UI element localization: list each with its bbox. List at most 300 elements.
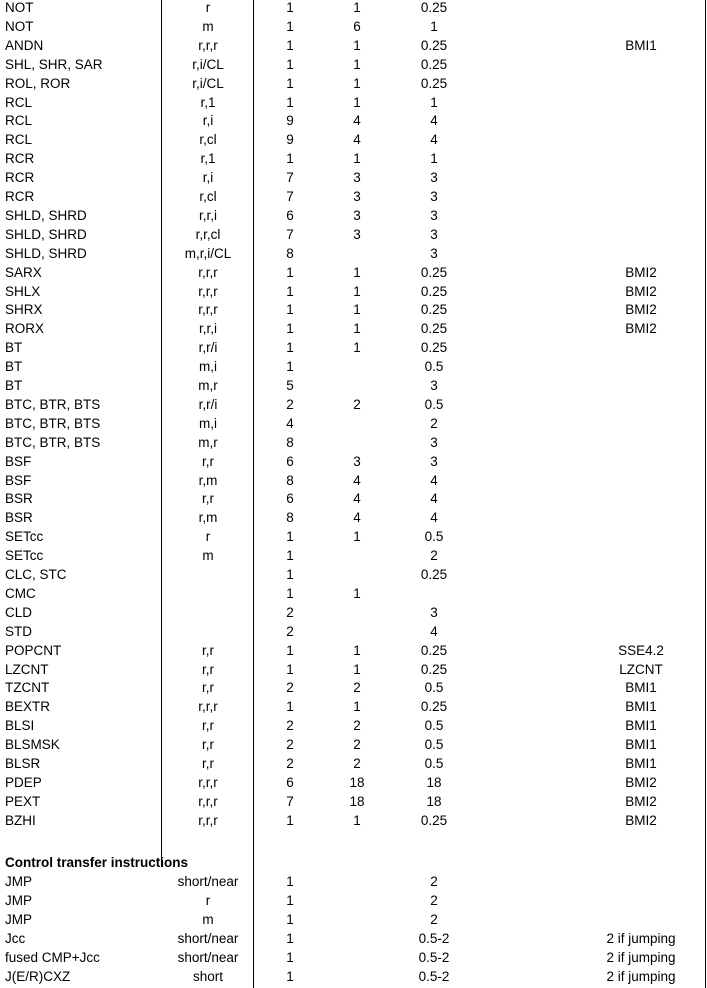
table-cell: SHRX bbox=[5, 302, 43, 318]
table-cell: PDEP bbox=[5, 774, 42, 790]
table-cell: 2 bbox=[353, 718, 361, 734]
table-cell: r,r/i bbox=[198, 340, 218, 356]
table-cell: RCR bbox=[5, 151, 35, 167]
table-cell: 2 bbox=[430, 911, 438, 927]
table-cell: r,i bbox=[202, 170, 214, 186]
table-cell: 1 bbox=[286, 892, 294, 908]
table-cell: 0.5-2 bbox=[418, 949, 450, 965]
table-cell: BT bbox=[5, 359, 23, 375]
table-row bbox=[0, 948, 707, 967]
table-row bbox=[0, 36, 707, 55]
table-row bbox=[0, 584, 707, 603]
table-cell: 6 bbox=[286, 453, 294, 469]
table-row bbox=[0, 395, 707, 414]
table-cell bbox=[325, 565, 389, 584]
table-cell: 3 bbox=[430, 170, 438, 186]
table-cell bbox=[575, 565, 707, 584]
table-cell: 4 bbox=[430, 132, 438, 148]
table-row bbox=[0, 300, 707, 319]
table-cell: BMI1 bbox=[625, 680, 657, 696]
table-cell: 4 bbox=[430, 113, 438, 129]
table-cell: 2 bbox=[286, 756, 294, 771]
table-cell bbox=[325, 414, 389, 433]
table-row bbox=[0, 773, 707, 792]
table-cell: 18 bbox=[426, 774, 442, 790]
table-cell: 3 bbox=[430, 453, 438, 469]
table-cell: BZHI bbox=[5, 812, 36, 828]
table-row bbox=[0, 168, 707, 187]
table-cell: r,r,r bbox=[198, 37, 218, 53]
table-cell: SHLD, SHRD bbox=[5, 226, 87, 242]
table-row bbox=[0, 546, 707, 565]
table-cell: 1 bbox=[286, 321, 294, 337]
table-cell: BLSR bbox=[5, 756, 41, 771]
table-cell: RCR bbox=[5, 170, 35, 186]
table-cell: 1 bbox=[286, 56, 294, 72]
table-cell: BLSI bbox=[5, 718, 35, 734]
table-cell bbox=[575, 622, 707, 641]
table-cell: 4 bbox=[353, 132, 361, 148]
table-cell: CLD bbox=[5, 604, 33, 620]
section-title: Control transfer instructions bbox=[5, 855, 189, 870]
table-row bbox=[0, 891, 707, 910]
table-cell: 1 bbox=[353, 340, 361, 356]
table-cell: RCR bbox=[5, 189, 35, 204]
table-cell bbox=[575, 452, 707, 471]
table-cell: NOT bbox=[5, 0, 34, 15]
table-cell: 1 bbox=[353, 585, 361, 601]
table-cell bbox=[575, 93, 707, 112]
table-cell: 0.25 bbox=[420, 699, 448, 715]
table-cell: r,cl bbox=[199, 189, 217, 204]
table-cell: 1 bbox=[353, 37, 361, 53]
table-cell: 0.25 bbox=[420, 0, 448, 15]
table-cell: 1 bbox=[353, 151, 361, 167]
table-cell: 0.25 bbox=[420, 56, 448, 72]
table-cell: 6 bbox=[286, 207, 294, 223]
table-cell: 1 bbox=[353, 56, 361, 72]
table-cell: JMP bbox=[5, 874, 32, 889]
table-cell: r,r,r bbox=[198, 283, 218, 299]
table-cell: r bbox=[205, 892, 211, 908]
table-cell: 4 bbox=[353, 113, 361, 129]
table-cell: SHLD, SHRD bbox=[5, 245, 87, 261]
table-cell bbox=[325, 872, 389, 891]
table-cell: 0.25 bbox=[420, 340, 448, 356]
table-cell: 1 bbox=[353, 529, 361, 545]
table-cell: 1 bbox=[286, 529, 294, 545]
table-cell: RORX bbox=[5, 321, 45, 337]
table-cell: BTC, BTR, BTS bbox=[5, 415, 101, 431]
table-cell bbox=[389, 584, 479, 603]
table-cell: short/near bbox=[177, 949, 239, 965]
table-cell bbox=[325, 376, 389, 395]
table-cell: 1 bbox=[353, 642, 361, 658]
table-cell: r bbox=[205, 529, 211, 545]
table-row bbox=[0, 263, 707, 282]
table-cell: 0.25 bbox=[420, 264, 448, 280]
table-cell: r,cl bbox=[199, 132, 217, 148]
table-cell: r,1 bbox=[200, 151, 216, 167]
table-cell: 3 bbox=[353, 226, 361, 242]
table-row bbox=[0, 225, 707, 244]
table-cell bbox=[575, 0, 707, 17]
table-cell: BMI1 bbox=[625, 37, 657, 53]
table-cell: ANDN bbox=[5, 37, 44, 53]
table-row bbox=[0, 282, 707, 301]
table-cell: 1 bbox=[286, 585, 294, 601]
table-cell bbox=[325, 244, 389, 263]
table-cell: 0.5-2 bbox=[418, 930, 450, 946]
table-cell: 8 bbox=[286, 472, 294, 488]
table-cell bbox=[325, 546, 389, 565]
table-cell: 3 bbox=[353, 170, 361, 186]
table-cell: 0.25 bbox=[420, 75, 448, 91]
table-row bbox=[0, 338, 707, 357]
table-cell: JMP bbox=[5, 911, 32, 927]
table-cell bbox=[575, 910, 707, 929]
table-row bbox=[0, 471, 707, 490]
table-cell: r,r,r bbox=[198, 793, 218, 809]
table-cell: J(E/R)CXZ bbox=[5, 968, 71, 984]
table-cell: 3 bbox=[353, 207, 361, 223]
table-cell: 1 bbox=[286, 94, 294, 110]
table-row bbox=[0, 319, 707, 338]
table-cell: 18 bbox=[349, 793, 365, 809]
table-cell bbox=[575, 338, 707, 357]
table-cell: 1 bbox=[286, 75, 294, 91]
table-cell: BSR bbox=[5, 510, 33, 526]
table-cell: 8 bbox=[286, 245, 294, 261]
table-row bbox=[0, 660, 707, 679]
table-cell: 4 bbox=[430, 472, 438, 488]
table-cell bbox=[575, 111, 707, 130]
table-cell: 1 bbox=[286, 340, 294, 356]
table-cell bbox=[325, 929, 389, 948]
table-cell: 2 bbox=[286, 604, 294, 620]
table-cell: SARX bbox=[5, 264, 42, 280]
table-cell: 1 bbox=[286, 18, 294, 34]
table-row bbox=[0, 93, 707, 112]
table-cell: 2 bbox=[430, 548, 438, 564]
table-row bbox=[0, 433, 707, 452]
table-cell: 2 bbox=[353, 680, 361, 696]
table-cell: 4 bbox=[430, 491, 438, 507]
table-cell: 6 bbox=[353, 18, 361, 34]
table-cell: 2 bbox=[430, 415, 438, 431]
table-cell: BMI2 bbox=[625, 793, 657, 809]
table-row bbox=[0, 527, 707, 546]
table-row bbox=[0, 414, 707, 433]
table-row bbox=[0, 244, 707, 263]
table-cell: m,i bbox=[199, 415, 217, 431]
table-cell: r,r/i bbox=[198, 396, 218, 412]
table-cell bbox=[575, 225, 707, 244]
table-cell: 1 bbox=[286, 302, 294, 318]
table-cell: r,r bbox=[202, 718, 214, 734]
table-row bbox=[0, 622, 707, 641]
table-cell: r,r,r bbox=[198, 264, 218, 280]
table-row bbox=[0, 357, 707, 376]
table-cell: 1 bbox=[353, 0, 361, 15]
table-cell: BMI2 bbox=[625, 812, 657, 828]
table-cell: 1 bbox=[286, 548, 294, 564]
table-cell: r,r bbox=[202, 737, 214, 753]
table-cell bbox=[575, 508, 707, 527]
table-cell bbox=[575, 17, 707, 36]
table-cell: 6 bbox=[286, 491, 294, 507]
table-row bbox=[0, 967, 707, 986]
table-cell: 1 bbox=[286, 567, 294, 582]
table-cell: 2 bbox=[430, 874, 438, 889]
table-cell: 3 bbox=[430, 207, 438, 223]
table-cell: 0.25 bbox=[420, 37, 448, 53]
table-cell: BMI2 bbox=[625, 321, 657, 337]
table-cell: TZCNT bbox=[5, 680, 50, 696]
table-cell: BSF bbox=[5, 472, 32, 488]
table-cell: r,r bbox=[202, 491, 214, 507]
table-cell: 0.25 bbox=[420, 661, 448, 677]
table-cell: 1 bbox=[286, 874, 294, 889]
table-cell: 2 bbox=[286, 623, 294, 639]
table-cell: m bbox=[202, 911, 214, 927]
table-cell: 4 bbox=[286, 415, 294, 431]
table-cell: BTC, BTR, BTS bbox=[5, 434, 101, 450]
table-cell: BSF bbox=[5, 453, 32, 469]
table-cell: 3 bbox=[430, 226, 438, 242]
table-cell: 1 bbox=[286, 283, 294, 299]
table-cell: fused CMP+Jcc bbox=[5, 949, 100, 965]
table-cell: 0.25 bbox=[420, 567, 448, 582]
table-cell: 18 bbox=[349, 774, 365, 790]
table-cell bbox=[163, 584, 253, 603]
table-cell: r,r bbox=[202, 756, 214, 771]
table-cell: 0.25 bbox=[420, 302, 448, 318]
table-cell bbox=[575, 168, 707, 187]
table-cell: 1 bbox=[286, 642, 294, 658]
table-cell: 1 bbox=[353, 699, 361, 715]
table-cell: CLC, STC bbox=[5, 567, 67, 582]
table-cell: 1 bbox=[286, 661, 294, 677]
table-cell: 1 bbox=[286, 812, 294, 828]
table-cell: BTC, BTR, BTS bbox=[5, 396, 101, 412]
table-cell: 1 bbox=[286, 699, 294, 715]
table-cell: RCL bbox=[5, 113, 33, 129]
table-cell bbox=[575, 546, 707, 565]
table-cell: BMI1 bbox=[625, 718, 657, 734]
table-cell: RCL bbox=[5, 94, 33, 110]
table-cell: BMI2 bbox=[625, 264, 657, 280]
table-row bbox=[0, 697, 707, 716]
table-cell bbox=[575, 376, 707, 395]
table-cell: r,r bbox=[202, 680, 214, 696]
table-cell: SHL, SHR, SAR bbox=[5, 56, 103, 72]
table-cell: 0.5-2 bbox=[418, 968, 450, 984]
table-cell: 9 bbox=[286, 132, 294, 148]
table-cell: short/near bbox=[177, 930, 239, 946]
table-cell: 3 bbox=[430, 604, 438, 620]
table-cell: BMI2 bbox=[625, 302, 657, 318]
table-cell bbox=[325, 948, 389, 967]
table-cell: 1 bbox=[286, 359, 294, 375]
table-cell: NOT bbox=[5, 18, 34, 34]
table-row bbox=[0, 74, 707, 93]
table-cell: r,1 bbox=[200, 94, 216, 110]
table-row bbox=[0, 55, 707, 74]
table-cell: r,i/CL bbox=[192, 75, 224, 91]
table-row bbox=[0, 565, 707, 584]
table-cell: r,r bbox=[202, 642, 214, 658]
table-cell bbox=[575, 527, 707, 546]
table-row bbox=[0, 754, 707, 773]
table-cell: 1 bbox=[353, 661, 361, 677]
table-cell bbox=[575, 74, 707, 93]
table-cell: short bbox=[192, 968, 223, 984]
table-row bbox=[0, 910, 707, 929]
table-cell: POPCNT bbox=[5, 642, 62, 658]
table-cell: 4 bbox=[353, 491, 361, 507]
table-cell: r,r,r bbox=[198, 812, 218, 828]
table-cell: 1 bbox=[353, 264, 361, 280]
table-cell: Jcc bbox=[5, 930, 26, 946]
table-cell bbox=[575, 55, 707, 74]
table-cell: r,r,r bbox=[198, 302, 218, 318]
table-row bbox=[0, 17, 707, 36]
table-cell: BSR bbox=[5, 491, 33, 507]
table-cell: SHLD, SHRD bbox=[5, 207, 87, 223]
table-cell: 6 bbox=[286, 774, 294, 790]
table-row bbox=[0, 735, 707, 754]
table-cell bbox=[325, 603, 389, 622]
table-cell: 3 bbox=[430, 378, 438, 393]
table-cell bbox=[325, 910, 389, 929]
table-row bbox=[0, 678, 707, 697]
table-cell bbox=[575, 489, 707, 508]
table-cell bbox=[325, 967, 389, 986]
table-row bbox=[0, 872, 707, 891]
table-cell: r bbox=[205, 0, 211, 15]
table-cell: r,i bbox=[202, 113, 214, 129]
table-cell: 0.25 bbox=[420, 321, 448, 337]
table-cell: 3 bbox=[430, 189, 438, 204]
table-cell bbox=[325, 891, 389, 910]
table-cell bbox=[575, 584, 707, 603]
table-row bbox=[0, 716, 707, 735]
table-cell: 1 bbox=[353, 283, 361, 299]
table-cell: BMI2 bbox=[625, 774, 657, 790]
table-cell: ROL, ROR bbox=[5, 75, 71, 91]
table-cell: 0.5 bbox=[424, 680, 444, 696]
table-cell: 1 bbox=[286, 968, 294, 984]
table-cell: r,r,i bbox=[198, 207, 217, 223]
table-cell: 2 if jumping bbox=[606, 930, 676, 946]
table-cell: r,i/CL bbox=[192, 56, 224, 72]
table-cell: 3 bbox=[430, 434, 438, 450]
table-cell: m,i bbox=[199, 359, 217, 375]
table-row bbox=[0, 792, 707, 811]
table-cell: 2 bbox=[353, 756, 361, 771]
table-cell: 7 bbox=[286, 170, 294, 186]
table-cell: 2 if jumping bbox=[606, 949, 676, 965]
table-cell: m,r,i/CL bbox=[184, 245, 232, 261]
table-cell: 1 bbox=[430, 18, 438, 34]
table-cell: 1 bbox=[286, 930, 294, 946]
table-cell: 0.25 bbox=[420, 812, 448, 828]
table-cell: 2 bbox=[286, 396, 294, 412]
table-cell: 1 bbox=[353, 812, 361, 828]
table-cell bbox=[325, 357, 389, 376]
table-cell bbox=[575, 414, 707, 433]
table-cell: 1 bbox=[353, 302, 361, 318]
table-cell bbox=[575, 603, 707, 622]
table-cell bbox=[575, 149, 707, 168]
table-cell bbox=[325, 433, 389, 452]
table-cell: r,m bbox=[198, 472, 218, 488]
table-row bbox=[0, 376, 707, 395]
table-row bbox=[0, 603, 707, 622]
table-cell: r,r,i bbox=[198, 321, 217, 337]
table-cell: SETcc bbox=[5, 548, 44, 564]
table-cell: r,r,r bbox=[198, 699, 218, 715]
table-cell: SSE4.2 bbox=[618, 642, 664, 658]
table-cell bbox=[163, 565, 253, 584]
table-cell: 1 bbox=[286, 0, 294, 15]
table-cell: 0.5 bbox=[424, 359, 444, 375]
table-cell: SHLX bbox=[5, 283, 41, 299]
table-cell: 1 bbox=[353, 75, 361, 91]
table-cell: m bbox=[202, 18, 214, 34]
table-cell: 4 bbox=[430, 510, 438, 526]
table-cell: LZCNT bbox=[619, 661, 663, 677]
table-cell: BLSMSK bbox=[5, 737, 60, 753]
table-row bbox=[0, 508, 707, 527]
table-cell bbox=[325, 622, 389, 641]
table-cell: m,r bbox=[198, 378, 218, 393]
table-cell: CMC bbox=[5, 585, 36, 601]
table-cell: BT bbox=[5, 378, 23, 393]
table-cell: 7 bbox=[286, 226, 294, 242]
table-cell: 1 bbox=[286, 264, 294, 280]
table-cell: 2 bbox=[286, 680, 294, 696]
table-cell: 2 if jumping bbox=[606, 968, 676, 984]
table-cell: 18 bbox=[426, 793, 442, 809]
table-cell: 0.5 bbox=[424, 756, 444, 771]
table-cell: 1 bbox=[286, 37, 294, 53]
table-cell: 3 bbox=[353, 189, 361, 204]
table-row bbox=[0, 489, 707, 508]
table-cell: 9 bbox=[286, 113, 294, 129]
table-cell: r,r,r bbox=[198, 774, 218, 790]
table-cell: 1 bbox=[430, 151, 438, 167]
table-cell: 2 bbox=[353, 737, 361, 753]
table-cell: BMI1 bbox=[625, 737, 657, 753]
table-cell: BMI2 bbox=[625, 283, 657, 299]
table-cell: r,r bbox=[202, 453, 214, 469]
table-cell: 0.5 bbox=[424, 718, 444, 734]
table-cell bbox=[575, 433, 707, 452]
table-cell: 1 bbox=[353, 321, 361, 337]
table-cell: 5 bbox=[286, 378, 294, 393]
table-row bbox=[0, 811, 707, 830]
table-cell: 2 bbox=[286, 737, 294, 753]
table-cell: STD bbox=[5, 623, 32, 639]
table-cell: short/near bbox=[177, 874, 239, 889]
table-cell bbox=[575, 130, 707, 149]
table-cell: BEXTR bbox=[5, 699, 51, 715]
table-cell: 7 bbox=[286, 189, 294, 204]
table-cell bbox=[163, 603, 253, 622]
table-cell: 2 bbox=[430, 892, 438, 908]
